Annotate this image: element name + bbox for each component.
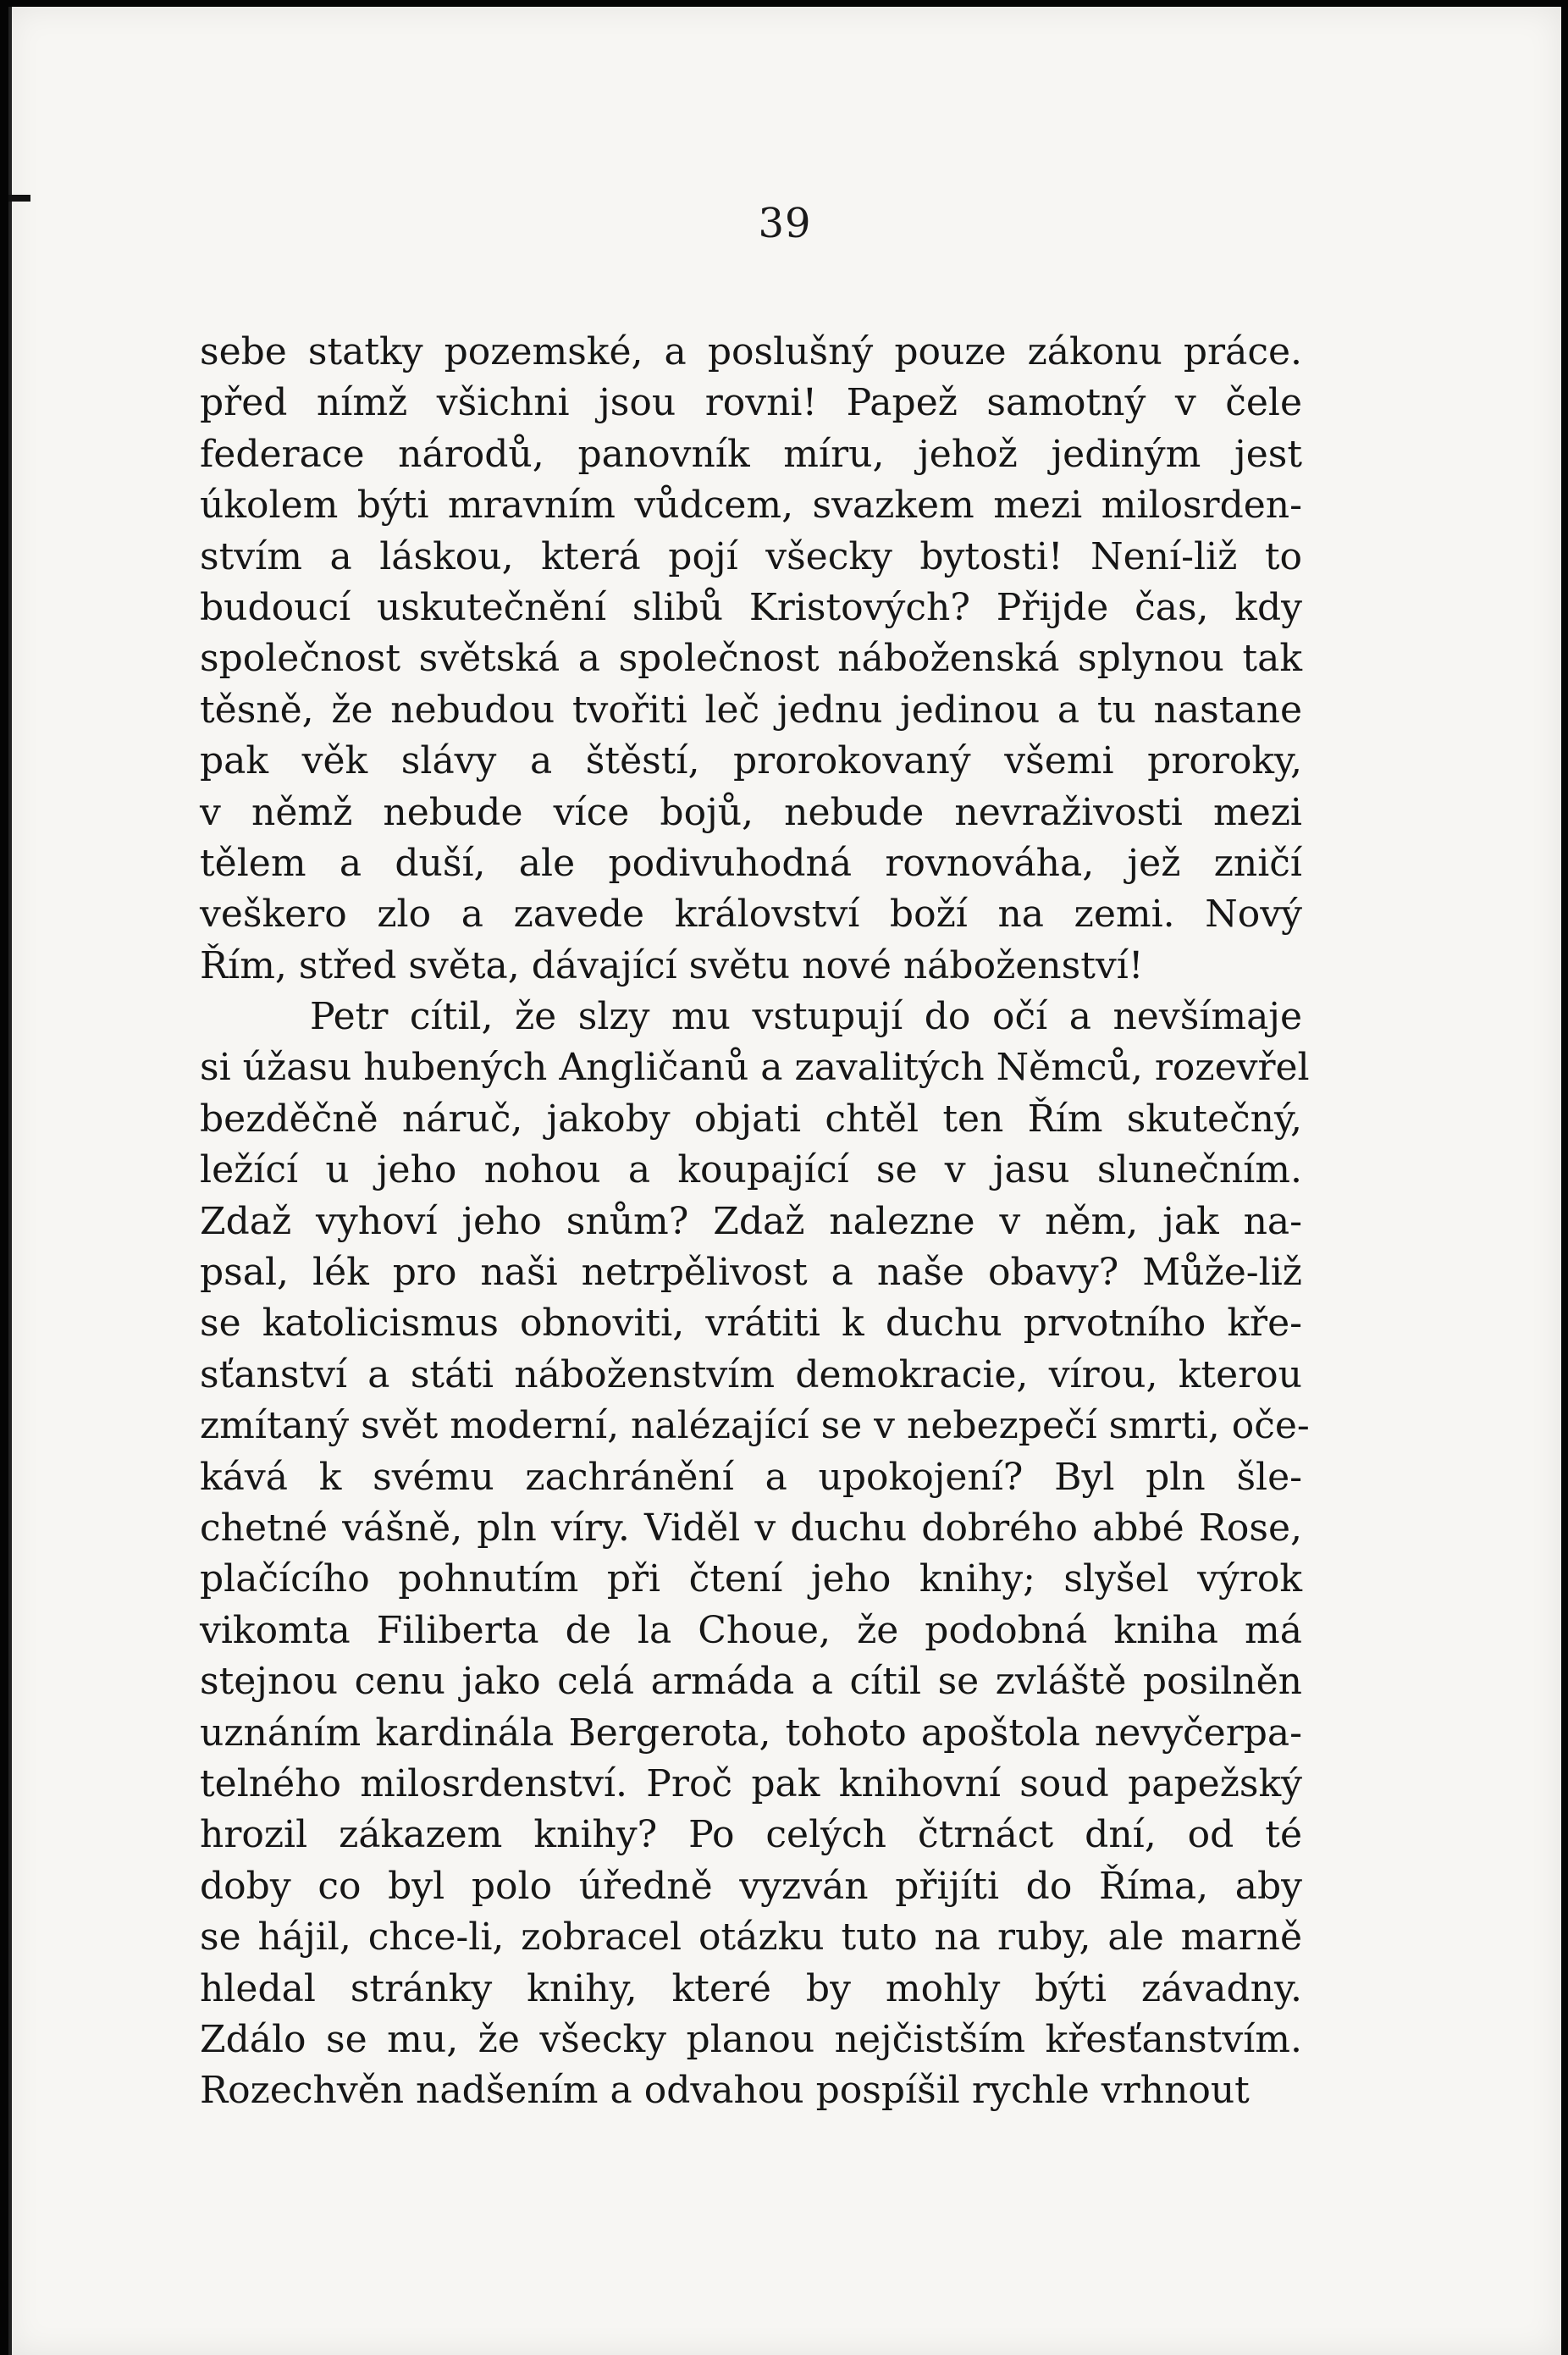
page-number: 39: [758, 200, 812, 247]
text-line: veškero zlo a zavede království boží na zemi. Nový: [200, 893, 1302, 937]
text-line: uznáním kardinála Bergerota, tohoto apoštola nevyčerpa-: [200, 1711, 1302, 1755]
text-line: Zdálo se mu, že všecky planou nejčistším křesťanstvím.: [200, 2017, 1302, 2061]
text-line: úkolem býti mravním vůdcem, svazkem mezi milosrden-: [200, 484, 1302, 528]
text-line: v němž nebude více bojů, nebude nevraživosti mezi: [200, 790, 1302, 834]
body-text: [200, 327, 1310, 2117]
text-line: Petr cítil, že slzy mu vstupují do očí a nevšímaje: [310, 995, 1302, 1039]
text-line: Řím, střed světa, dávající světu nové náboženství!: [200, 943, 1144, 987]
text-line: stvím a láskou, která pojí všecky bytosti! Není-liž to: [200, 534, 1302, 578]
text-line: ležící u jeho nohou a koupající se v jasu slunečním.: [200, 1148, 1302, 1192]
text-line: tělem a duší, ale podivuhodná rovnováha, jež zničí: [200, 841, 1302, 885]
text-line: kává k svému zachránění a upokojení? Byl pln šle-: [200, 1455, 1302, 1499]
text-line: těsně, že nebudou tvořiti leč jednu jedinou a tu nastane: [200, 688, 1302, 732]
paragraph: [200, 992, 1310, 2117]
text-line: vikomta Filiberta de la Choue, že podobná kniha má: [200, 1608, 1302, 1652]
book-page: [8, 7, 1561, 2355]
text-line: telného milosrdenství. Proč pak knihovní soud papežský: [200, 1761, 1302, 1805]
spine-shadow: [8, 7, 12, 2355]
text-line: chetné vášně, pln víry. Viděl v duchu dobrého abbé Rose,: [200, 1506, 1302, 1550]
text-line: pak věk slávy a štěstí, prorokovaný všemi proroky,: [200, 739, 1302, 783]
text-line: bezděčně náruč, jakoby objati chtěl ten Řím skutečný,: [200, 1097, 1302, 1141]
text-line: doby co byl polo úředně vyzván přijíti do Říma, aby: [200, 1864, 1302, 1908]
text-line: plačícího pohnutím při čtení jeho knihy; slyšel výrok: [200, 1557, 1302, 1601]
text-line: zmítaný svět moderní, nalézající se v nebezpečí smrti, oče-: [200, 1404, 1310, 1448]
text-line: Rozechvěn nadšením a odvahou pospíšil rychle vrhnout: [200, 2069, 1250, 2113]
text-line: Zdaž vyhoví jeho snům? Zdaž nalezne v něm, jak na-: [200, 1199, 1302, 1243]
text-line: se katolicismus obnoviti, vrátiti k duchu prvotního kře-: [200, 1302, 1302, 1346]
text-line: si úžasu hubených Angličanů a zavalitých Němců, rozevřel: [200, 1046, 1310, 1090]
text-line: hledal stránky knihy, které by mohly býti závadny.: [200, 1966, 1302, 2010]
paragraph: [200, 327, 1302, 992]
text-line: budoucí uskutečnění slibů Kristových? Přijde čas, kdy: [200, 585, 1302, 629]
text-line: sebe statky pozemské, a poslušný pouze zákonu práce.: [200, 330, 1302, 373]
text-line: federace národů, panovník míru, jehož jediným jest: [200, 432, 1302, 476]
text-line: psal, lék pro naši netrpělivost a naše obavy? Může-liž: [200, 1251, 1302, 1295]
text-line: společnost světská a společnost náboženská splynou tak: [200, 637, 1302, 681]
text-line: se hájil, chce-li, zobracel otázku tuto na ruby, ale marně: [200, 1916, 1302, 1960]
text-line: před nímž všichni jsou rovni! Papež samotný v čele: [200, 381, 1302, 425]
text-line: sťanství a státi náboženstvím demokracie, vírou, kterou: [200, 1352, 1302, 1396]
text-line: hrozil zákazem knihy? Po celých čtrnáct dní, od té: [200, 1813, 1302, 1857]
text-line: stejnou cenu jako celá armáda a cítil se zvláště posilněn: [200, 1660, 1302, 1704]
